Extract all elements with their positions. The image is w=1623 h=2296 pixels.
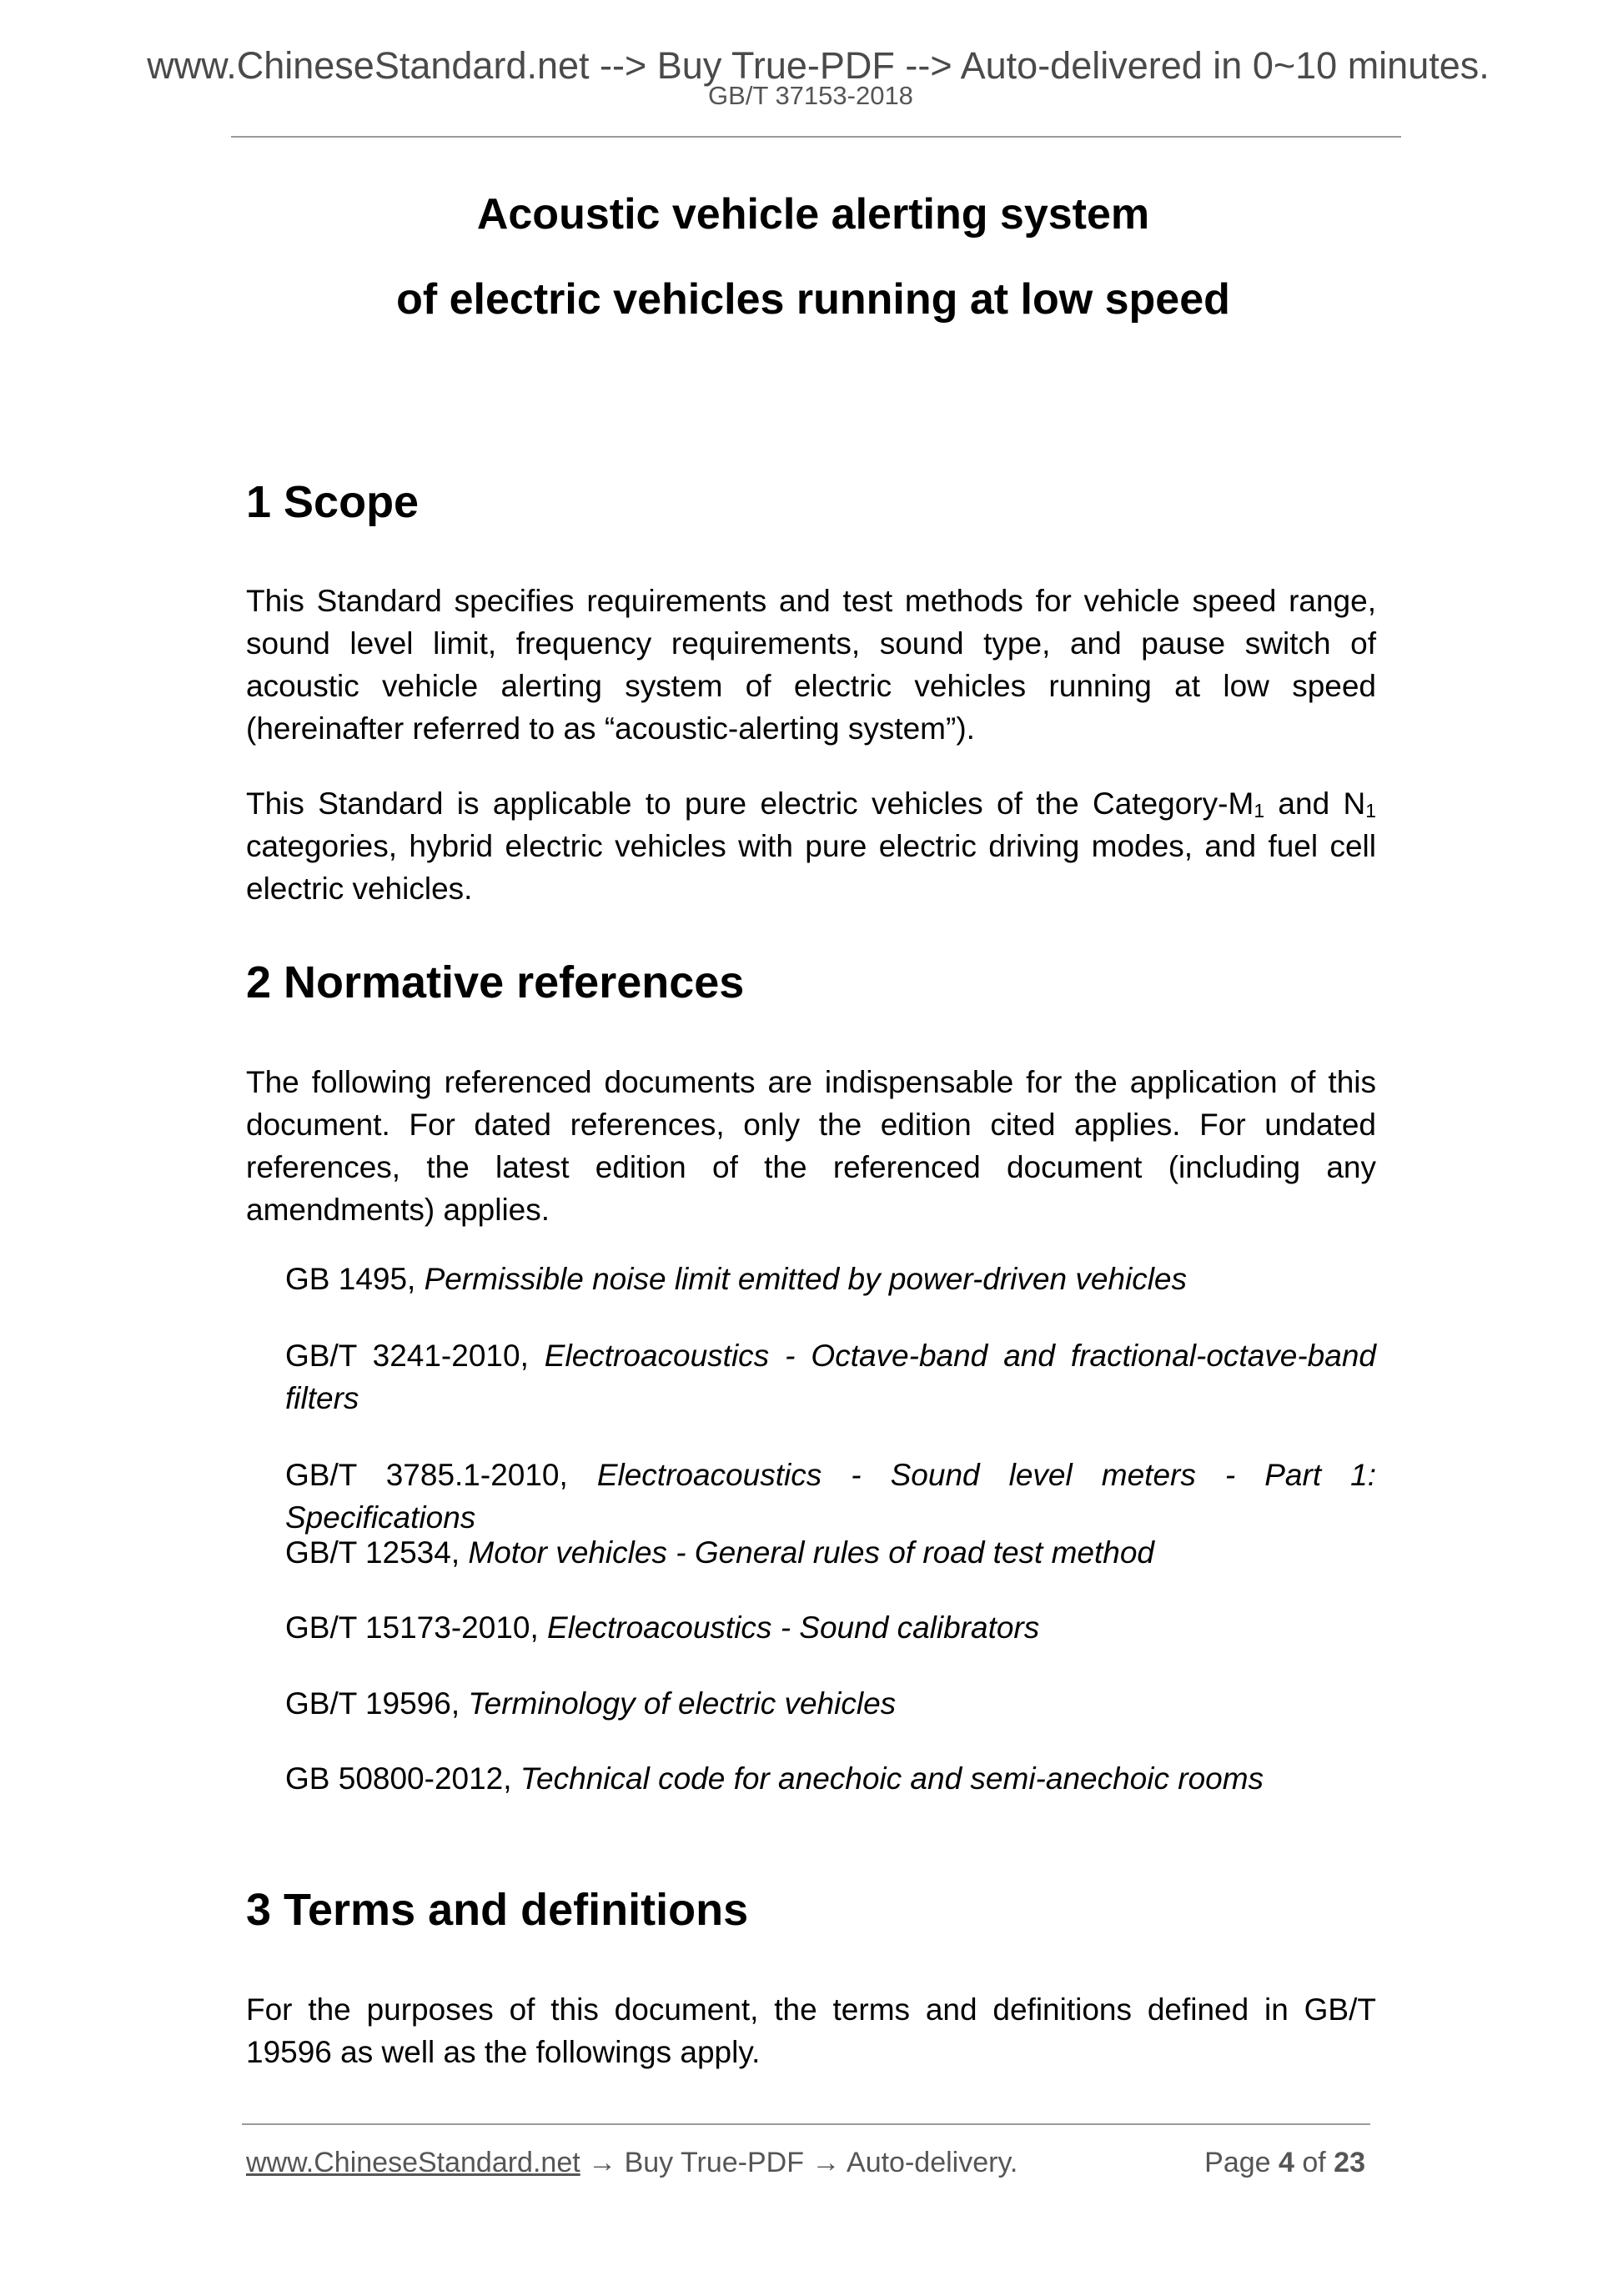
page-of: of bbox=[1294, 2147, 1334, 2178]
reference-title: Terminology of electric vehicles bbox=[468, 1686, 897, 1721]
reference-code: GB/T 19596, bbox=[285, 1686, 469, 1721]
reference-title: Electroacoustics - Sound calibrators bbox=[547, 1610, 1040, 1645]
scope-paragraph-2-text: This Standard is applicable to pure electric vehicles of the Category-M bbox=[246, 786, 1254, 821]
reference-code: GB/T 15173-2010, bbox=[285, 1610, 548, 1645]
reference-item bbox=[285, 1682, 1376, 1725]
reference-item bbox=[285, 1334, 1376, 1419]
scope-paragraph-2-text: categories, hybrid electric vehicles with pure electric driving modes, and fuel cell electric vehicles. bbox=[246, 829, 1376, 906]
footer-buy-text: Buy True-PDF bbox=[624, 2147, 804, 2178]
subscript-m: 1 bbox=[1254, 800, 1265, 822]
reference-title: Technical code for anechoic and semi-anechoic rooms bbox=[520, 1761, 1264, 1796]
page-current: 4 bbox=[1279, 2147, 1294, 2178]
reference-title: Electroacoustics - Octave-band and fractional-octave-band filters bbox=[285, 1339, 1376, 1415]
page-indicator bbox=[1204, 2146, 1365, 2179]
page-label: Page bbox=[1204, 2147, 1279, 2178]
reference-code: GB 1495, bbox=[285, 1262, 425, 1296]
terms-paragraph: For the purposes of this document, the terms and definitions defined in GB/T 19596 as well as the followings apply. bbox=[246, 1992, 1376, 2069]
document-title-line1: Acoustic vehicle alerting system bbox=[476, 190, 1150, 239]
arrow-right-icon: → bbox=[580, 2147, 625, 2178]
standard-number: GB/T 37153-2018 bbox=[708, 81, 913, 110]
section-heading-terms-and-definitions: 3 Terms and definitions bbox=[246, 1885, 749, 1935]
footer-divider bbox=[242, 2123, 1370, 2125]
subscript-n: 1 bbox=[1365, 800, 1377, 822]
reference-item bbox=[285, 1606, 1376, 1649]
header-banner: www.ChineseStandard.net --> Buy True-PDF --> Auto-delivered in 0~10 minutes. bbox=[147, 44, 1490, 87]
footer-site-link[interactable]: www.ChineseStandard.net bbox=[246, 2147, 580, 2178]
reference-item bbox=[285, 1454, 1376, 1539]
document-title-line2: of electric vehicles running at low speed bbox=[396, 275, 1230, 324]
section-heading-normative-references: 2 Normative references bbox=[246, 957, 745, 1007]
scope-paragraph-1: This Standard specifies requirements and test methods for vehicle speed range, sound level limit, frequency requirements, sound type, and pause switch of acoustic vehicle alerting system of electric vehicles running at low speed (hereinafter referred to as “acoustic-alerting system”). bbox=[246, 584, 1376, 746]
reference-code: GB/T 3241-2010, bbox=[285, 1339, 545, 1373]
header-divider bbox=[231, 136, 1401, 138]
scope-paragraph-2 bbox=[246, 782, 1376, 910]
reference-title: Motor vehicles - General rules of road test method bbox=[468, 1535, 1155, 1570]
section-heading-scope: 1 Scope bbox=[246, 477, 420, 527]
normative-references-paragraph: The following referenced documents are indispensable for the application of this document. For dated references, only the edition cited applies. For undated references, the latest edition of the referenced document (including any amendments) applies. bbox=[246, 1065, 1376, 1227]
page-total: 23 bbox=[1334, 2147, 1365, 2178]
reference-code: GB 50800-2012, bbox=[285, 1761, 520, 1796]
footer-left bbox=[246, 2146, 1018, 2179]
reference-title: Permissible noise limit emitted by power-driven vehicles bbox=[424, 1262, 1188, 1296]
reference-item bbox=[285, 1258, 1376, 1300]
footer-delivery-text: Auto-delivery. bbox=[847, 2147, 1018, 2178]
reference-item bbox=[285, 1757, 1376, 1800]
reference-item bbox=[285, 1531, 1376, 1574]
reference-code: GB/T 12534, bbox=[285, 1535, 469, 1570]
reference-title: Electroacoustics - Sound level meters - Part 1: Specifications bbox=[285, 1458, 1376, 1535]
scope-paragraph-2-text: and N bbox=[1264, 786, 1366, 821]
arrow-right-icon: → bbox=[803, 2147, 847, 2178]
reference-code: GB/T 3785.1-2010, bbox=[285, 1458, 597, 1492]
